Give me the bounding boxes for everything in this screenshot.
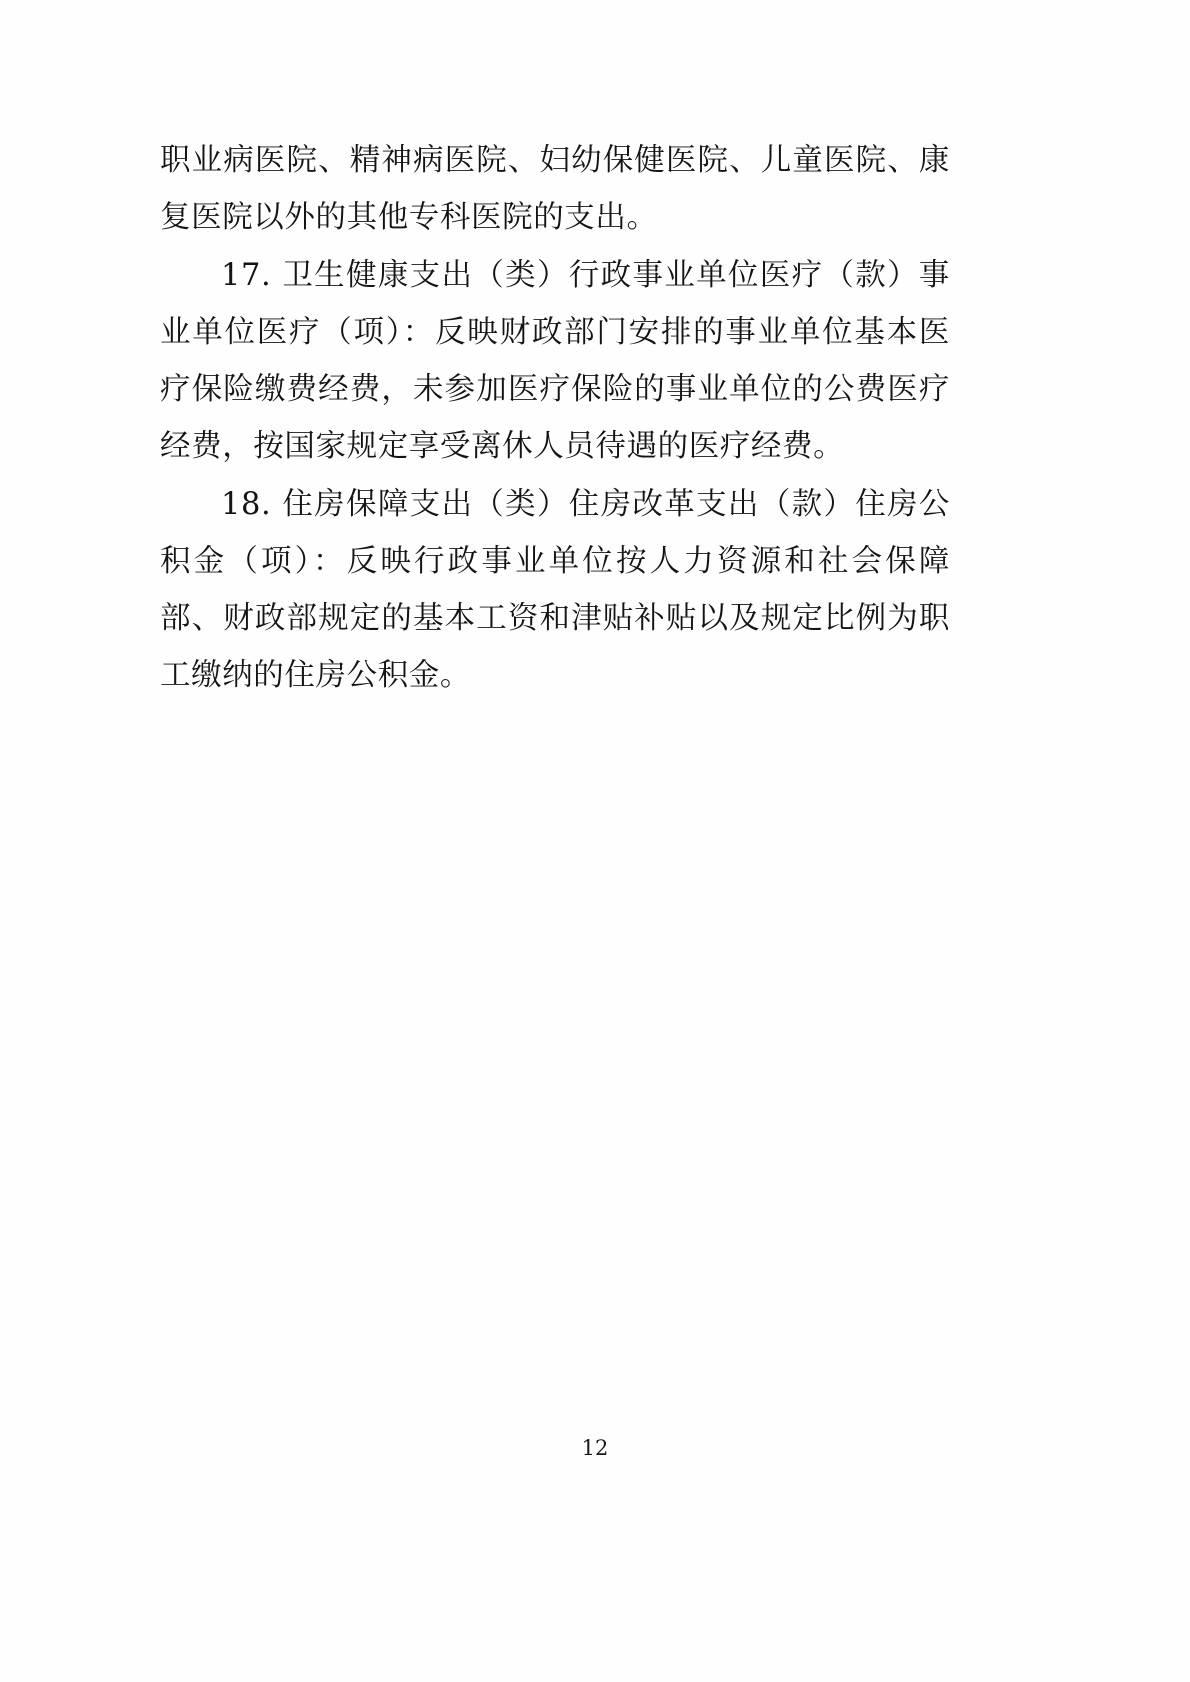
paragraph-item-17: 17. 卫生健康支出（类）行政事业单位医疗（款）事业单位医疗（项）：反映财政部门安排的事业单位基本医疗保险缴费经费，未参加医疗保险的事业单位的公费医疗经费，按国家规定享受离休人员待遇的医疗经费。 (160, 258, 950, 464)
paragraph-item-18: 18. 住房保障支出（类）住房改革支出（款）住房公积金（项）：反映行政事业单位按人力资源和社会保障部、财政部规定的基本工资和津贴补贴以及规定比例为职工缴纳的住房公积金。 (160, 487, 950, 693)
document-body (160, 132, 950, 704)
page-number: 12 (581, 1436, 609, 1460)
paragraph-continuation: 职业病医院、精神病医院、妇幼保健医院、儿童医院、康复医院以外的其他专科医院的支出。 (160, 143, 950, 235)
